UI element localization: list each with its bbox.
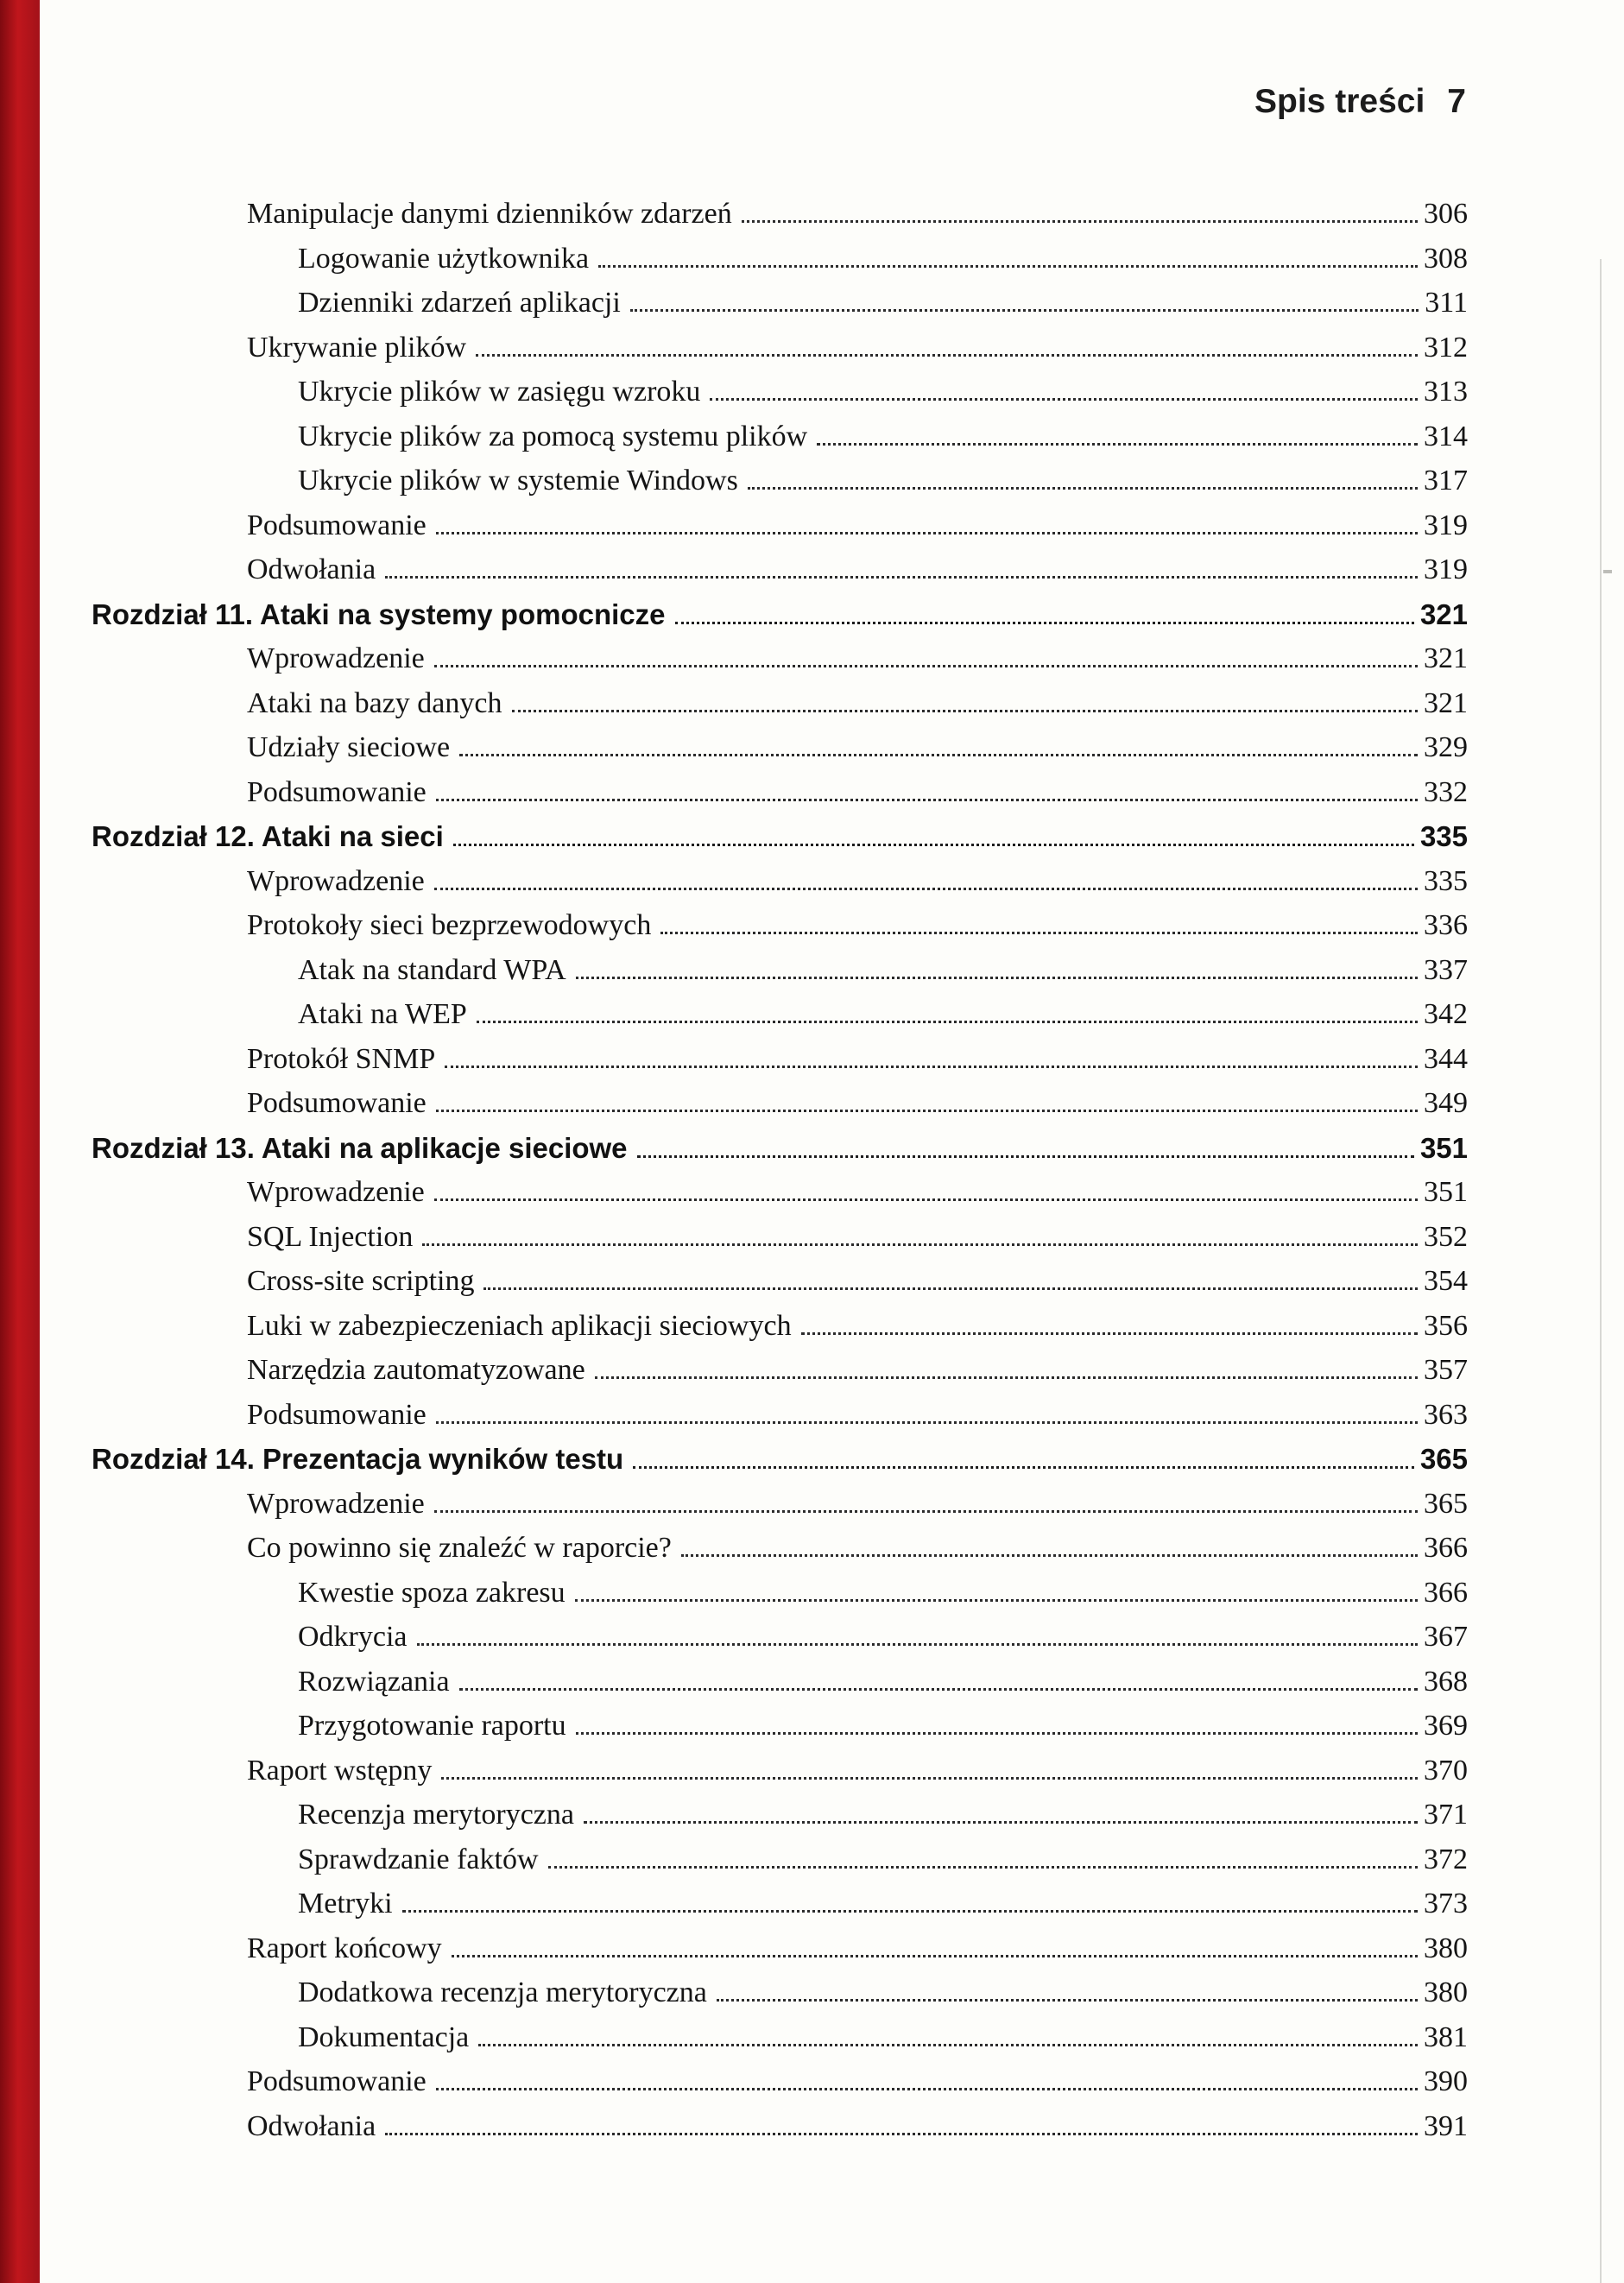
dot-leader <box>436 1110 1418 1112</box>
toc-entry <box>92 1526 1468 1571</box>
toc-entry-page: 366 <box>1424 1532 1468 1564</box>
toc-entry-label: Ataki na WEP <box>298 998 467 1030</box>
toc-entry <box>92 1793 1468 1837</box>
dot-leader <box>748 487 1418 490</box>
toc-entry-label: Odkrycia <box>298 1621 408 1653</box>
toc-entry <box>92 1348 1468 1393</box>
toc-entry <box>92 192 1468 237</box>
toc-entry <box>92 1437 1468 1482</box>
toc-entry-page: 373 <box>1424 1888 1468 1919</box>
dot-leader <box>434 1510 1418 1513</box>
dot-leader <box>512 710 1419 712</box>
toc-entry-label: Metryki <box>298 1888 393 1919</box>
toc-entry <box>92 1393 1468 1438</box>
dot-leader <box>459 754 1418 756</box>
toc-entry-page: 342 <box>1424 998 1468 1030</box>
toc-entry <box>92 370 1468 414</box>
toc-entry-page: 332 <box>1424 775 1468 808</box>
toc-entry-page: 357 <box>1424 1354 1468 1386</box>
toc-entry-page: 306 <box>1424 198 1468 230</box>
toc-entry-label: Rozdział 11. Ataki na systemy pomocnicze <box>92 598 666 630</box>
toc-entry-label: Protokoły sieci bezprzewodowych <box>247 909 652 941</box>
toc-entry-label: Co powinno się znaleźć w raporcie? <box>247 1532 672 1564</box>
toc-entry-page: 329 <box>1424 731 1468 763</box>
toc-entry-label: Narzędzia zautomatyzowane <box>247 1354 585 1386</box>
toc-entry <box>92 1660 1468 1704</box>
toc-entry-page: 367 <box>1424 1621 1468 1653</box>
toc-entry-page: 308 <box>1424 242 1468 275</box>
toc-entry <box>92 770 1468 815</box>
toc-entry <box>92 237 1468 281</box>
toc-entry-label: Podsumowanie <box>247 1087 427 1119</box>
toc-entry-label: Wprowadzenie <box>247 642 425 674</box>
toc-entry-label: Rozdział 14. Prezentacja wyników testu <box>92 1443 624 1475</box>
toc-entry <box>92 1571 1468 1616</box>
toc-entry <box>92 2104 1468 2149</box>
toc-entry-label: Raport końcowy <box>247 1932 442 1964</box>
toc-entry-page: 372 <box>1424 1843 1468 1875</box>
toc-entry <box>92 503 1468 548</box>
toc-entry-label: Cross-site scripting <box>247 1265 475 1297</box>
dot-leader <box>434 888 1418 890</box>
toc-entry-label: SQL Injection <box>247 1220 414 1253</box>
toc-entry-page: 354 <box>1424 1265 1468 1297</box>
dot-leader <box>453 844 1414 846</box>
toc-entry-page: 365 <box>1419 1443 1468 1475</box>
toc-entry-page: 356 <box>1424 1309 1468 1342</box>
toc-entry <box>92 1126 1468 1171</box>
book-spine-strip <box>0 0 40 2283</box>
toc-list <box>92 192 1468 2148</box>
dot-leader <box>717 1999 1418 2002</box>
dot-leader <box>477 1021 1418 1023</box>
toc-entry-label: Sprawdzanie faktów <box>298 1843 539 1875</box>
toc-entry <box>92 1081 1468 1126</box>
dot-leader <box>710 398 1418 401</box>
toc-entry <box>92 1037 1468 1082</box>
dot-leader <box>434 665 1418 667</box>
toc-entry-page: 313 <box>1424 376 1468 408</box>
dot-leader <box>445 1066 1418 1068</box>
dot-leader <box>434 1198 1418 1201</box>
dot-leader <box>436 2088 1418 2090</box>
toc-entry-page: 321 <box>1419 598 1468 630</box>
toc-entry <box>92 814 1468 859</box>
toc-entry-label: Kwestie spoza zakresu <box>298 1576 566 1609</box>
dot-leader <box>548 1866 1418 1869</box>
dot-leader <box>742 220 1418 223</box>
toc-entry <box>92 992 1468 1037</box>
toc-entry-page: 335 <box>1419 820 1468 852</box>
toc-entry <box>92 1170 1468 1215</box>
toc-entry-page: 314 <box>1424 420 1468 452</box>
toc-entry <box>92 281 1468 326</box>
toc-entry <box>92 1837 1468 1882</box>
toc-entry <box>92 1215 1468 1260</box>
toc-entry-page: 365 <box>1424 1487 1468 1520</box>
dot-leader <box>441 1777 1418 1780</box>
dot-leader <box>476 354 1418 357</box>
toc-entry-label: Ukrycie plików w systemie Windows <box>298 465 738 496</box>
toc-entry <box>92 1749 1468 1793</box>
toc-entry-page: 380 <box>1424 1932 1468 1964</box>
toc-entry-page: 349 <box>1424 1087 1468 1119</box>
toc-entry-page: 344 <box>1424 1042 1468 1075</box>
toc-entry <box>92 414 1468 459</box>
toc-entry <box>92 1881 1468 1926</box>
toc-entry-label: Ukrycie plików w zasięgu wzroku <box>298 376 701 408</box>
dot-leader <box>459 1688 1418 1691</box>
running-header-title: Spis treści <box>1254 83 1425 120</box>
toc-entry-label: Podsumowanie <box>247 2065 427 2097</box>
toc-entry-page: 380 <box>1424 1976 1468 2008</box>
toc-entry-page: 370 <box>1424 1754 1468 1787</box>
dot-leader <box>452 1955 1418 1957</box>
toc-entry-label: Dodatkowa recenzja merytoryczna <box>298 1976 707 2008</box>
dot-leader <box>575 1599 1418 1602</box>
toc-entry-label: Recenzja merytoryczna <box>298 1799 574 1831</box>
toc-entry <box>92 1615 1468 1660</box>
dot-leader <box>630 309 1419 312</box>
toc-entry-label: Dokumentacja <box>298 2021 470 2053</box>
dot-leader <box>385 576 1418 579</box>
toc-entry-label: Ukrycie plików za pomocą systemu plików <box>298 420 808 452</box>
dot-leader <box>584 1821 1418 1824</box>
toc-entry-page: 319 <box>1424 553 1468 585</box>
dot-leader <box>595 1376 1418 1379</box>
dot-leader <box>483 1287 1418 1290</box>
toc-entry <box>92 1970 1468 2015</box>
toc-entry <box>92 547 1468 592</box>
toc-entry-page: 321 <box>1424 642 1468 674</box>
toc-entry-page: 321 <box>1424 686 1468 719</box>
toc-entry-page: 351 <box>1419 1131 1468 1164</box>
toc-entry-label: Wprowadzenie <box>247 1487 425 1520</box>
toc-entry <box>92 326 1468 370</box>
page-edge-mark <box>1603 570 1612 573</box>
running-header-page-number: 7 <box>1447 83 1466 120</box>
toc-entry-page: 336 <box>1424 909 1468 941</box>
toc-entry-label: Podsumowanie <box>247 509 427 541</box>
toc-entry-page: 368 <box>1424 1665 1468 1698</box>
toc-entry-label: Ataki na bazy danych <box>247 686 502 719</box>
dot-leader <box>576 977 1418 979</box>
toc-entry-page: 381 <box>1424 2021 1468 2053</box>
toc-entry-page: 337 <box>1424 953 1468 986</box>
toc-entry <box>92 725 1468 770</box>
toc-entry-page: 351 <box>1424 1176 1468 1208</box>
toc-entry <box>92 681 1468 726</box>
toc-entry-label: Atak na standard WPA <box>298 953 566 986</box>
toc-entry-label: Dzienniki zdarzeń aplikacji <box>298 287 621 319</box>
toc-entry <box>92 1304 1468 1349</box>
toc-entry-label: Manipulacje danymi dzienników zdarzeń <box>247 198 732 230</box>
toc-entry-label: Protokół SNMP <box>247 1042 436 1075</box>
toc-entry-label: Podsumowanie <box>247 775 427 808</box>
toc-entry-page: 363 <box>1424 1398 1468 1431</box>
dot-leader <box>402 1910 1418 1913</box>
toc-entry-label: Luki w zabezpieczeniach aplikacji sieciowych <box>247 1309 792 1342</box>
toc-entry <box>92 1259 1468 1304</box>
toc-entry-label: Ukrywanie plików <box>247 331 467 364</box>
dot-leader <box>422 1243 1418 1246</box>
toc-entry-label: Rozdział 13. Ataki na aplikacje sieciowe <box>92 1131 628 1164</box>
toc-entry-page: 312 <box>1424 331 1468 364</box>
toc-entry-page: 366 <box>1424 1576 1468 1609</box>
toc-entry-label: Rozwiązania <box>298 1665 450 1698</box>
toc-entry-label: Odwołania <box>247 2109 376 2142</box>
toc-entry-label: Rozdział 12. Ataki na sieci <box>92 820 444 852</box>
toc-entry-page: 311 <box>1425 287 1468 319</box>
toc-entry-label: Odwołania <box>247 553 376 585</box>
toc-entry <box>92 1482 1468 1527</box>
toc-entry-page: 391 <box>1424 2109 1468 2142</box>
running-header <box>1254 83 1466 121</box>
dot-leader <box>817 443 1418 446</box>
page-edge-line <box>1600 259 1602 2283</box>
toc-entry-page: 390 <box>1424 2065 1468 2097</box>
toc-entry-page: 352 <box>1424 1220 1468 1253</box>
toc-entry-page: 371 <box>1424 1799 1468 1831</box>
toc-entry <box>92 2059 1468 2104</box>
dot-leader <box>675 622 1414 624</box>
dot-leader <box>801 1332 1418 1335</box>
dot-leader <box>598 265 1418 268</box>
toc-entry <box>92 636 1468 681</box>
toc-entry <box>92 592 1468 637</box>
toc-entry-label: Udziały sieciowe <box>247 731 451 763</box>
dot-leader <box>436 1421 1418 1424</box>
toc-entry-page: 319 <box>1424 509 1468 541</box>
dot-leader <box>681 1554 1418 1557</box>
toc-entry-page: 369 <box>1424 1710 1468 1742</box>
dot-leader <box>417 1643 1418 1646</box>
toc-entry-label: Podsumowanie <box>247 1398 427 1431</box>
toc-entry <box>92 458 1468 503</box>
toc-entry-label: Raport wstępny <box>247 1754 433 1787</box>
toc-entry-label: Przygotowanie raportu <box>298 1710 566 1742</box>
dot-leader <box>576 1732 1418 1735</box>
dot-leader <box>660 932 1418 934</box>
toc-entry <box>92 948 1468 993</box>
toc-entry-page: 317 <box>1424 465 1468 496</box>
toc-entry-label: Wprowadzenie <box>247 864 425 897</box>
dot-leader <box>633 1466 1414 1469</box>
toc-entry <box>92 2015 1468 2060</box>
toc-entry <box>92 1704 1468 1749</box>
toc-entry <box>92 1926 1468 1971</box>
dot-leader <box>478 2044 1418 2046</box>
toc-entry-label: Logowanie użytkownika <box>298 242 590 275</box>
toc-entry-page: 335 <box>1424 864 1468 897</box>
dot-leader <box>637 1155 1414 1158</box>
dot-leader <box>436 799 1418 801</box>
toc-entry <box>92 859 1468 904</box>
toc-entry <box>92 903 1468 948</box>
dot-leader <box>436 532 1418 534</box>
dot-leader <box>385 2133 1418 2135</box>
toc-entry-label: Wprowadzenie <box>247 1176 425 1208</box>
